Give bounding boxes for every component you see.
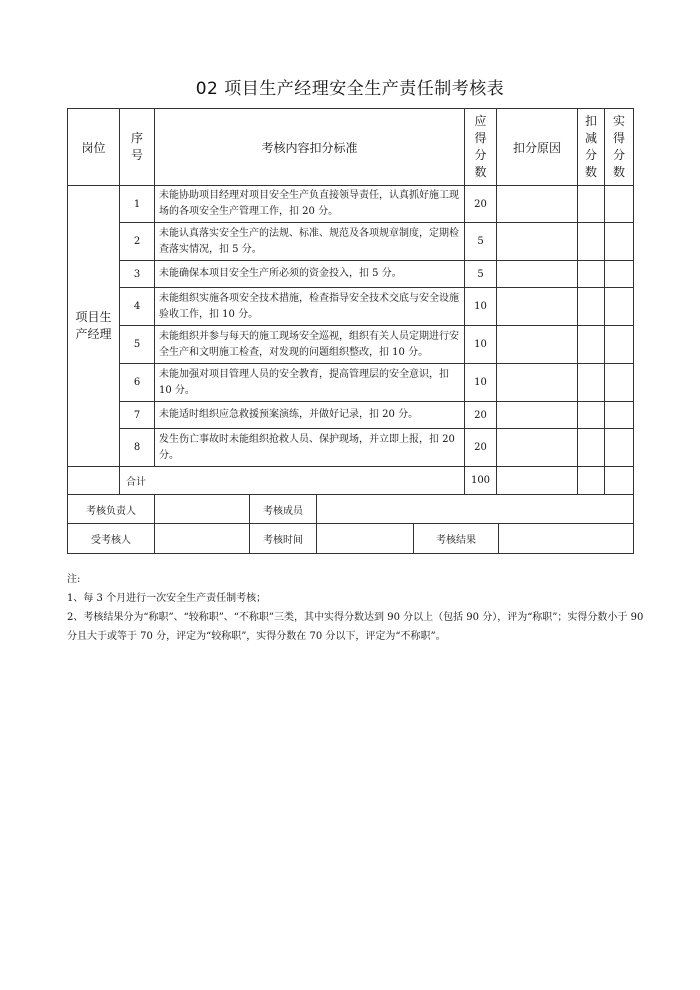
leader-label: 考核负责人 <box>68 495 155 524</box>
table-row <box>68 288 634 326</box>
row-actual[interactable] <box>605 223 634 261</box>
row-criteria: 未能确保本项目安全生产所必须的资金投入，扣 5 分。 <box>155 261 465 288</box>
header-criteria: 考核内容扣分标准 <box>155 109 465 186</box>
time-label: 考核时间 <box>250 524 317 553</box>
assessment-table <box>67 108 634 554</box>
table-row <box>68 429 634 467</box>
examinee-label: 受考核人 <box>68 524 155 554</box>
row-actual[interactable] <box>605 288 634 326</box>
members-value[interactable] <box>317 495 633 523</box>
examinee-value[interactable] <box>155 524 250 553</box>
time-result-cell <box>155 524 634 554</box>
row-reason[interactable] <box>497 223 578 261</box>
members-label: 考核成员 <box>250 495 317 523</box>
row-reason[interactable] <box>497 364 578 402</box>
row-reason[interactable] <box>497 326 578 364</box>
row-no: 6 <box>120 364 155 402</box>
row-deduct[interactable] <box>578 223 605 261</box>
total-blank <box>68 467 120 495</box>
header-actual: 实 得 分 数 <box>605 109 634 186</box>
row-score: 10 <box>465 364 497 402</box>
header-seq: 序 号 <box>120 109 155 186</box>
row-deduct[interactable] <box>578 429 605 467</box>
notes <box>67 570 647 646</box>
note-item: 2、考核结果分为“称职”、“较称职”、“不称职”三类，其中实得分数达到 90 分以上（包括 90 分），评为“称职”；实得分数小于 90 分且大于或等于 70 分，评定为“较称职”，实得分数在 70 分以下，评定为“不称职”。 <box>67 612 644 642</box>
row-score: 5 <box>465 223 497 261</box>
row-actual[interactable] <box>605 186 634 223</box>
table-row <box>68 223 634 261</box>
result-label: 考核结果 <box>414 524 499 553</box>
total-label: 合计 <box>120 467 465 495</box>
row-no: 8 <box>120 429 155 467</box>
row-no: 2 <box>120 223 155 261</box>
row-criteria: 未能适时组织应急救援预案演练，并做好记录，扣 20 分。 <box>155 402 465 429</box>
row-actual[interactable] <box>605 402 634 429</box>
header-deduct: 扣 减 分 数 <box>578 109 605 186</box>
row-deduct[interactable] <box>578 326 605 364</box>
row-actual[interactable] <box>605 364 634 402</box>
total-deduct[interactable] <box>578 467 605 495</box>
notes-heading: 注: <box>67 574 81 585</box>
signature-row-2 <box>68 524 634 554</box>
row-deduct[interactable] <box>578 364 605 402</box>
row-criteria: 发生伤亡事故时未能组织抢救人员、保护现场，并立即上报，扣 20 分。 <box>155 429 465 467</box>
row-actual[interactable] <box>605 326 634 364</box>
header-due-score: 应 得 分 数 <box>465 109 497 186</box>
row-reason[interactable] <box>497 261 578 288</box>
header-position: 岗位 <box>68 109 120 186</box>
row-no: 7 <box>120 402 155 429</box>
row-no: 5 <box>120 326 155 364</box>
time-value[interactable] <box>317 524 414 553</box>
position-cell: 项目生 产经理 <box>68 186 120 467</box>
row-deduct[interactable] <box>578 288 605 326</box>
row-score: 20 <box>465 186 497 223</box>
row-score: 5 <box>465 261 497 288</box>
row-no: 1 <box>120 186 155 223</box>
row-reason[interactable] <box>497 186 578 223</box>
row-reason[interactable] <box>497 429 578 467</box>
header-reason: 扣分原因 <box>497 109 578 186</box>
members-cell <box>155 495 634 524</box>
table-row <box>68 364 634 402</box>
total-reason[interactable] <box>497 467 578 495</box>
row-deduct[interactable] <box>578 186 605 223</box>
table-row <box>68 261 634 288</box>
header-row <box>68 109 634 186</box>
total-actual[interactable] <box>605 467 634 495</box>
leader-value[interactable] <box>155 495 250 523</box>
row-score: 10 <box>465 288 497 326</box>
row-criteria: 未能组织实施各项安全技术措施，检查指导安全技术交底与安全设施验收工作，扣 10 分。 <box>155 288 465 326</box>
row-criteria: 未能组织并参与每天的施工现场安全巡视，组织有关人员定期进行安全生产和文明施工检查，对发现的问题组织整改，扣 10 分。 <box>155 326 465 364</box>
total-score: 100 <box>465 467 497 495</box>
row-deduct[interactable] <box>578 402 605 429</box>
row-no: 3 <box>120 261 155 288</box>
row-score: 20 <box>465 402 497 429</box>
table-row <box>68 186 634 223</box>
row-no: 4 <box>120 288 155 326</box>
row-deduct[interactable] <box>578 261 605 288</box>
row-reason[interactable] <box>497 288 578 326</box>
row-score: 20 <box>465 429 497 467</box>
row-criteria: 未能加强对项目管理人员的安全教育，提高管理层的安全意识，扣 10 分。 <box>155 364 465 402</box>
row-criteria: 未能协助项目经理对项目安全生产负直接领导责任，认真抓好施工现场的各项安全生产管理工作，扣 20 分。 <box>155 186 465 223</box>
row-actual[interactable] <box>605 429 634 467</box>
result-value[interactable] <box>499 524 633 553</box>
signature-row-1 <box>68 495 634 524</box>
row-actual[interactable] <box>605 261 634 288</box>
row-reason[interactable] <box>497 402 578 429</box>
table-row <box>68 326 634 364</box>
row-criteria: 未能认真落实安全生产的法规、标准、规范及各项规章制度，定期检查落实情况，扣 5 分。 <box>155 223 465 261</box>
page-title: 02 项目生产经理安全生产责任制考核表 <box>195 79 505 99</box>
row-score: 10 <box>465 326 497 364</box>
total-row <box>68 467 634 495</box>
note-item: 1、每 3 个月进行一次安全生产责任制考核； <box>67 593 267 604</box>
table-row <box>68 402 634 429</box>
